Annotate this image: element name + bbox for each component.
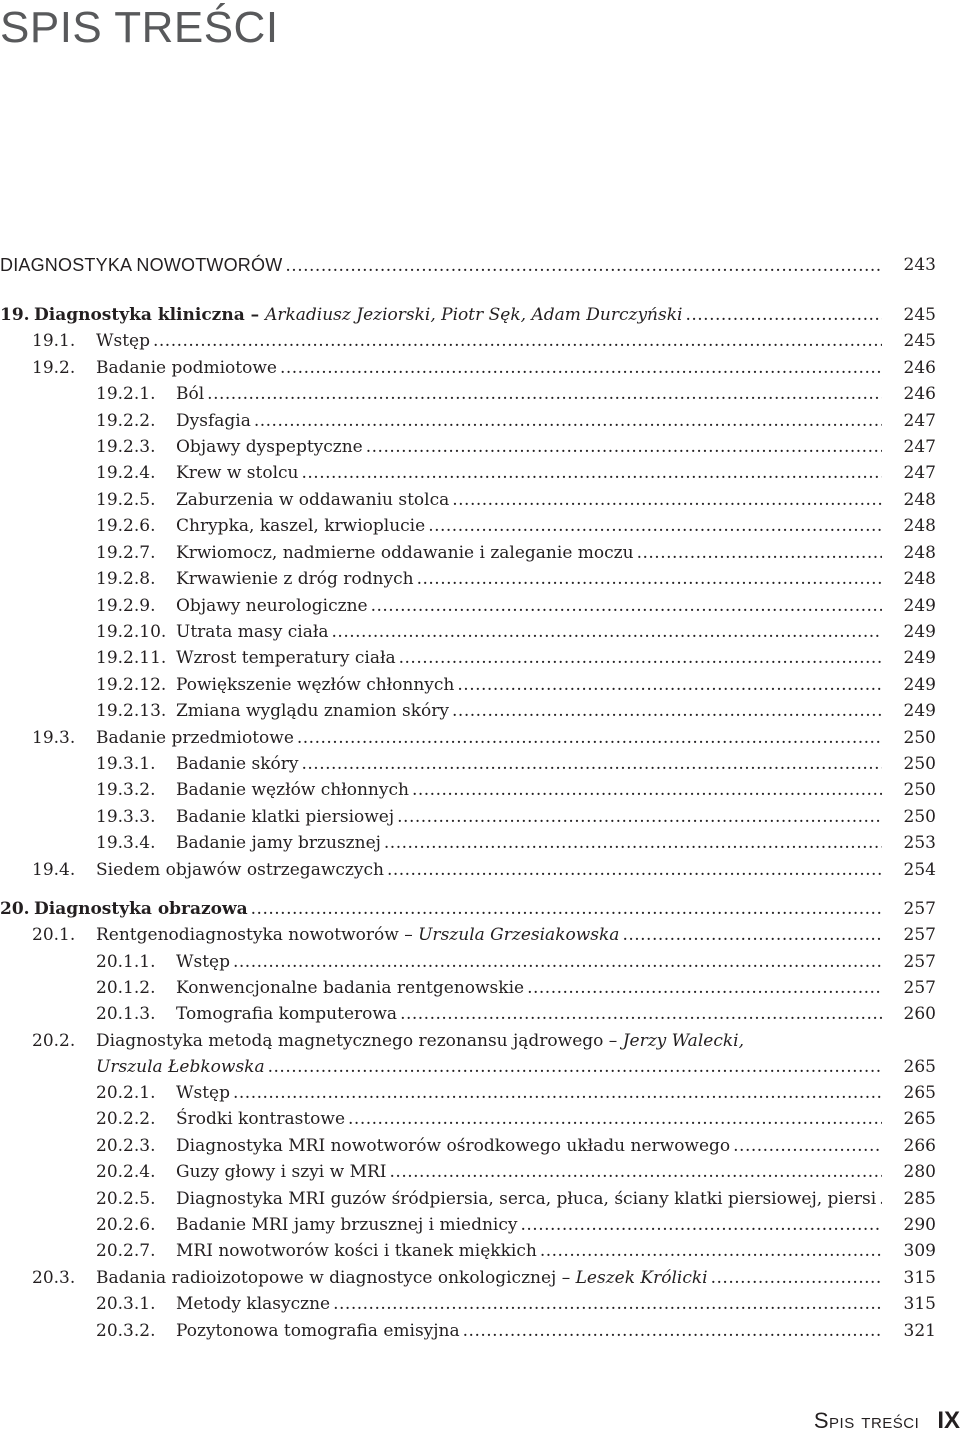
toc-entry-title: Chrypka, kaszel, krwioplucie bbox=[176, 516, 426, 536]
toc-entry-title: Badanie skóry bbox=[176, 754, 299, 774]
toc-entry-title: Diagnostyka metodą magnetycznego rezonansu jądrowego bbox=[96, 1031, 604, 1051]
toc-entry[interactable] bbox=[0, 252, 960, 278]
dot-leader bbox=[733, 1133, 882, 1159]
toc-entry-title: Zmiana wyglądu znamion skóry bbox=[176, 701, 450, 721]
dot-leader bbox=[637, 540, 882, 566]
toc-entry[interactable] bbox=[0, 487, 960, 513]
dot-leader bbox=[332, 619, 882, 645]
toc-entry-title: Badanie przedmiotowe bbox=[96, 728, 294, 748]
toc-entry[interactable] bbox=[0, 949, 960, 975]
toc-entry-title: Krwiomocz, nadmierne oddawanie i zaleganie moczu bbox=[176, 543, 634, 563]
dot-leader bbox=[527, 975, 882, 1001]
toc-entry-number: 20.2.1. bbox=[96, 1083, 156, 1103]
toc-entry-page: 247 bbox=[903, 463, 936, 483]
toc-entry-number: 19.3.1. bbox=[96, 754, 156, 774]
dot-leader bbox=[371, 593, 882, 619]
toc-entry-author: Urszula Łebkowska bbox=[96, 1057, 265, 1077]
toc-entry[interactable] bbox=[0, 540, 960, 566]
toc-entry[interactable] bbox=[0, 1106, 960, 1132]
toc-entry[interactable] bbox=[0, 857, 960, 883]
dot-leader bbox=[685, 302, 882, 328]
toc-entry-title: Guzy głowy i szyi w MRI bbox=[176, 1162, 387, 1182]
page-title: SPIS TREŚCI bbox=[0, 3, 279, 52]
toc-entry[interactable] bbox=[0, 408, 960, 434]
dot-leader bbox=[457, 672, 882, 698]
toc-entry-number: 20.2.5. bbox=[96, 1189, 156, 1209]
toc-entry-page: 254 bbox=[903, 860, 936, 880]
dot-leader bbox=[251, 896, 882, 922]
toc-entry-number: 20. bbox=[0, 899, 30, 919]
toc-entry-page: 260 bbox=[903, 1004, 936, 1024]
toc-entry-page: 248 bbox=[903, 516, 936, 536]
toc-entry-page: 280 bbox=[903, 1162, 936, 1182]
toc-entry-number: 20.2. bbox=[32, 1031, 76, 1051]
toc-entry[interactable] bbox=[0, 513, 960, 539]
toc-entry[interactable]: 20.3. Badania radioizotopowe w diagnostyce onkologicznej – Leszek Królicki ..... 315 bbox=[0, 1265, 960, 1291]
dot-leader bbox=[207, 381, 882, 407]
toc-entry-title: Siedem objawów ostrzegawczych bbox=[96, 860, 384, 880]
toc-entry-number: 19.2.12. bbox=[96, 675, 167, 695]
toc-entry-title: Badanie podmiotowe bbox=[96, 358, 277, 378]
toc-entry-number: 20.1.2. bbox=[96, 978, 156, 998]
toc-entry-title: Ból bbox=[176, 384, 205, 404]
toc-entry-page: 265 bbox=[903, 1109, 936, 1129]
toc-entry-page: 266 bbox=[903, 1136, 936, 1156]
toc-entry[interactable] bbox=[0, 896, 960, 922]
toc-entry-page: 257 bbox=[903, 952, 936, 972]
dot-leader bbox=[452, 487, 882, 513]
dot-leader bbox=[400, 1001, 882, 1027]
toc-entry-title: Metody klasyczne bbox=[176, 1294, 331, 1314]
toc-entry-title: Diagnostyka obrazowa bbox=[34, 899, 248, 919]
toc-entry-page: 246 bbox=[903, 384, 936, 404]
toc-entry[interactable] bbox=[0, 777, 960, 803]
dot-leader bbox=[399, 645, 882, 671]
toc-entry-number: 20.3.2. bbox=[96, 1321, 156, 1341]
dot-leader bbox=[622, 922, 882, 948]
toc-entry-title: Pozytonowa tomografia emisyjna bbox=[176, 1321, 460, 1341]
toc-entry-title: Powiększenie węzłów chłonnych bbox=[176, 675, 455, 695]
toc-entry[interactable] bbox=[0, 434, 960, 460]
toc-entry[interactable] bbox=[0, 751, 960, 777]
toc-entry-title: DIAGNOSTYKA NOWOTWORÓW bbox=[0, 255, 283, 275]
toc-entry-number: 20.2.2. bbox=[96, 1109, 156, 1129]
toc-entry-page: 321 bbox=[903, 1321, 936, 1341]
toc-entry-title: Objawy neurologiczne bbox=[176, 596, 368, 616]
toc-entry-title: Badanie klatki piersiowej bbox=[176, 807, 395, 827]
toc-entry-number: 19.1. bbox=[32, 331, 76, 351]
toc-entry-page: 315 bbox=[903, 1294, 936, 1314]
toc-entry[interactable] bbox=[0, 619, 960, 645]
toc-entry-number: 19.3.3. bbox=[96, 807, 156, 827]
page-footer bbox=[814, 1407, 960, 1435]
toc-entry[interactable] bbox=[0, 460, 960, 486]
toc-entry-number: 20.1.1. bbox=[96, 952, 156, 972]
toc-entry-title: Diagnostyka MRI nowotworów ośrodkowego układu nerwowego bbox=[176, 1136, 731, 1156]
toc-entry-number: 19.3. bbox=[32, 728, 76, 748]
toc-entry-page: 250 bbox=[903, 780, 936, 800]
toc-entry-number: 20.3. bbox=[32, 1268, 76, 1288]
toc-entry-number: 19.2.3. bbox=[96, 437, 156, 457]
toc-entry-page: 246 bbox=[903, 358, 936, 378]
dot-leader bbox=[390, 1159, 882, 1185]
toc-entry-page: 257 bbox=[903, 899, 936, 919]
toc-entry[interactable] bbox=[0, 1159, 960, 1185]
toc-entry[interactable] bbox=[0, 804, 960, 830]
toc-entry-number: 20.2.4. bbox=[96, 1162, 156, 1182]
toc-entry-page: 249 bbox=[903, 622, 936, 642]
toc-entry-author: Arkadiusz Jeziorski, Piotr Sęk, Adam Durczyński bbox=[265, 305, 683, 325]
toc-entry-title: Rentgenodiagnostyka nowotworów bbox=[96, 925, 399, 945]
toc-entry-number: 19.2.6. bbox=[96, 516, 156, 536]
toc-entry[interactable] bbox=[0, 1318, 960, 1344]
dot-leader bbox=[463, 1318, 882, 1344]
toc-entry-title: MRI nowotworów kości i tkanek miękkich bbox=[176, 1241, 537, 1261]
toc-entry-number: 19. bbox=[0, 305, 30, 325]
toc-entry-number: 20.1. bbox=[32, 925, 76, 945]
toc-entry-number: 19.2.5. bbox=[96, 490, 156, 510]
toc-entry-number: 19.2.2. bbox=[96, 411, 156, 431]
toc-entry-page: 247 bbox=[903, 411, 936, 431]
toc-entry-title: Utrata masy ciała bbox=[176, 622, 329, 642]
toc-entry-page: 265 bbox=[903, 1057, 936, 1077]
dot-leader bbox=[280, 355, 882, 381]
toc-entry-title: Badania radioizotopowe w diagnostyce onkologicznej bbox=[96, 1268, 557, 1288]
dot-leader bbox=[384, 830, 882, 856]
toc-entry-page: 315 bbox=[903, 1268, 936, 1288]
dot-leader bbox=[397, 804, 882, 830]
dot-leader bbox=[428, 513, 882, 539]
toc-entry[interactable] bbox=[0, 830, 960, 856]
toc-entry-number: 20.2.7. bbox=[96, 1241, 156, 1261]
toc-entry[interactable] bbox=[0, 593, 960, 619]
dot-leader bbox=[254, 408, 882, 434]
toc-entry-title: Wstęp bbox=[176, 1083, 230, 1103]
dot-leader bbox=[285, 253, 882, 279]
toc-entry[interactable] bbox=[0, 1133, 960, 1159]
toc-entry[interactable] bbox=[0, 672, 960, 698]
toc-entry-page: 247 bbox=[903, 437, 936, 457]
toc-entry-page: 248 bbox=[903, 569, 936, 589]
toc-entry[interactable] bbox=[0, 1291, 960, 1317]
dot-leader bbox=[348, 1106, 882, 1132]
dot-leader bbox=[302, 460, 883, 486]
toc-entry[interactable]: 20.1. Rentgenodiagnostyka nowotworów – Urszula Grzesiakowska ..... 257 bbox=[0, 922, 960, 948]
toc-entry[interactable] bbox=[0, 566, 960, 592]
dot-leader bbox=[387, 857, 882, 883]
toc-entry-number: 20.3.1. bbox=[96, 1294, 156, 1314]
toc-entry-title: Objawy dyspeptyczne bbox=[176, 437, 363, 457]
toc-entry-number: 20.2.6. bbox=[96, 1215, 156, 1235]
toc-entry-title: Wzrost temperatury ciała bbox=[176, 648, 396, 668]
dot-leader bbox=[452, 698, 882, 724]
dot-leader bbox=[297, 725, 882, 751]
toc-entry-author: Urszula Grzesiakowska bbox=[418, 925, 620, 945]
toc-entry-title: Zaburzenia w oddawaniu stolca bbox=[176, 490, 450, 510]
toc-entry[interactable]: 19. Diagnostyka kliniczna – Arkadiusz Jeziorski, Piotr Sęk, Adam Durczyński ..... 245 bbox=[0, 302, 960, 328]
toc-entry-page: 248 bbox=[903, 543, 936, 563]
dot-leader bbox=[521, 1212, 883, 1238]
toc-entry[interactable] bbox=[0, 725, 960, 751]
toc-entry-page: 265 bbox=[903, 1083, 936, 1103]
toc-entry-number: 19.4. bbox=[32, 860, 76, 880]
toc-entry-number: 19.2.9. bbox=[96, 596, 156, 616]
footer-label: Spis treści bbox=[813, 1408, 920, 1433]
toc-entry-title: Krwawienie z dróg rodnych bbox=[176, 569, 414, 589]
toc-entry-number: 19.3.2. bbox=[96, 780, 156, 800]
toc-entry-title: Konwencjonalne badania rentgenowskie bbox=[176, 978, 525, 998]
toc-entry-title: Krew w stolcu bbox=[176, 463, 299, 483]
toc-entry-title: Wstęp bbox=[176, 952, 230, 972]
toc-entry-page: 248 bbox=[903, 490, 936, 510]
dot-leader bbox=[417, 566, 882, 592]
toc-entry-title: Dysfagia bbox=[176, 411, 251, 431]
dot-leader bbox=[302, 751, 883, 777]
toc-entry-number: 20.1.3. bbox=[96, 1004, 156, 1024]
dot-leader bbox=[153, 328, 882, 354]
toc-entry[interactable] bbox=[0, 1080, 960, 1106]
toc-entry-page: 249 bbox=[903, 596, 936, 616]
toc-entry-number: 19.2.4. bbox=[96, 463, 156, 483]
dot-leader bbox=[233, 949, 882, 975]
dot-leader bbox=[412, 777, 882, 803]
toc-entry-page: 250 bbox=[903, 728, 936, 748]
toc-entry-number: 19.2.13. bbox=[96, 701, 167, 721]
toc-entry-author: Leszek Królicki bbox=[575, 1268, 708, 1288]
toc-entry[interactable] bbox=[0, 1212, 960, 1238]
toc-entry-number: 19.2. bbox=[32, 358, 76, 378]
toc-entry[interactable]: 20.2. Diagnostyka metodą magnetycznego rezonansu jądrowego – Jerzy Walecki, bbox=[0, 1028, 960, 1054]
toc-entry-page: 249 bbox=[903, 648, 936, 668]
toc-entry-author: Jerzy Walecki, bbox=[622, 1031, 744, 1051]
toc-entry[interactable] bbox=[0, 1238, 960, 1264]
dot-leader bbox=[233, 1080, 882, 1106]
toc-entry-title: Badanie jamy brzusznej bbox=[176, 833, 381, 853]
toc-entry-page: 245 bbox=[903, 331, 936, 351]
toc-entry-number: 20.2.3. bbox=[96, 1136, 156, 1156]
toc-entry-number: 19.2.10. bbox=[96, 622, 167, 642]
toc-entry[interactable] bbox=[0, 1001, 960, 1027]
toc-entry-page: 243 bbox=[903, 255, 936, 275]
dot-leader bbox=[366, 434, 882, 460]
toc-entry-page: 249 bbox=[903, 675, 936, 695]
toc-entry-title: Badanie MRI jamy brzusznej i miednicy bbox=[176, 1215, 518, 1235]
dot-leader bbox=[540, 1238, 882, 1264]
toc-entry-number: 19.3.4. bbox=[96, 833, 156, 853]
footer-page-number: IX bbox=[937, 1407, 960, 1434]
toc-entry-page: 309 bbox=[903, 1241, 936, 1261]
toc-entry-number: 19.2.1. bbox=[96, 384, 156, 404]
toc-entry-page: 257 bbox=[903, 925, 936, 945]
toc-entry-continuation[interactable] bbox=[0, 1054, 960, 1080]
toc-entry[interactable] bbox=[0, 381, 960, 407]
toc-entry[interactable] bbox=[0, 975, 960, 1001]
toc-entry-page: 250 bbox=[903, 807, 936, 827]
dot-leader bbox=[711, 1265, 882, 1291]
toc-entry-page: 253 bbox=[903, 833, 936, 853]
toc-entry-page: 257 bbox=[903, 978, 936, 998]
toc-entry[interactable] bbox=[0, 328, 960, 354]
dot-leader bbox=[268, 1054, 882, 1080]
toc-entry[interactable] bbox=[0, 698, 960, 724]
toc-entry-page: 285 bbox=[903, 1189, 936, 1209]
toc-entry-title: Tomografia komputerowa bbox=[176, 1004, 398, 1024]
toc-entry-page: 290 bbox=[903, 1215, 936, 1235]
toc-entry-title: Wstęp bbox=[96, 331, 150, 351]
toc-entry[interactable] bbox=[0, 355, 960, 381]
toc-entry-title: Badanie węzłów chłonnych bbox=[176, 780, 409, 800]
toc-entry-number: 19.2.11. bbox=[96, 648, 167, 668]
toc-entry-page: 249 bbox=[903, 701, 936, 721]
toc-entry-title: Diagnostyka kliniczna bbox=[34, 305, 245, 325]
toc-entry-page: 250 bbox=[903, 754, 936, 774]
toc-entry[interactable] bbox=[0, 1186, 960, 1212]
toc-entry[interactable] bbox=[0, 645, 960, 671]
toc-entry-page: 245 bbox=[903, 305, 936, 325]
toc-entry-title: Diagnostyka MRI guzów śródpiersia, serca, płuca, ściany klatki piersiowej, piersi bbox=[176, 1189, 877, 1209]
dot-leader bbox=[333, 1291, 882, 1317]
toc-entry-title: Środki kontrastowe bbox=[176, 1109, 346, 1129]
toc-entry-number: 19.2.7. bbox=[96, 543, 156, 563]
toc-entry-number: 19.2.8. bbox=[96, 569, 156, 589]
